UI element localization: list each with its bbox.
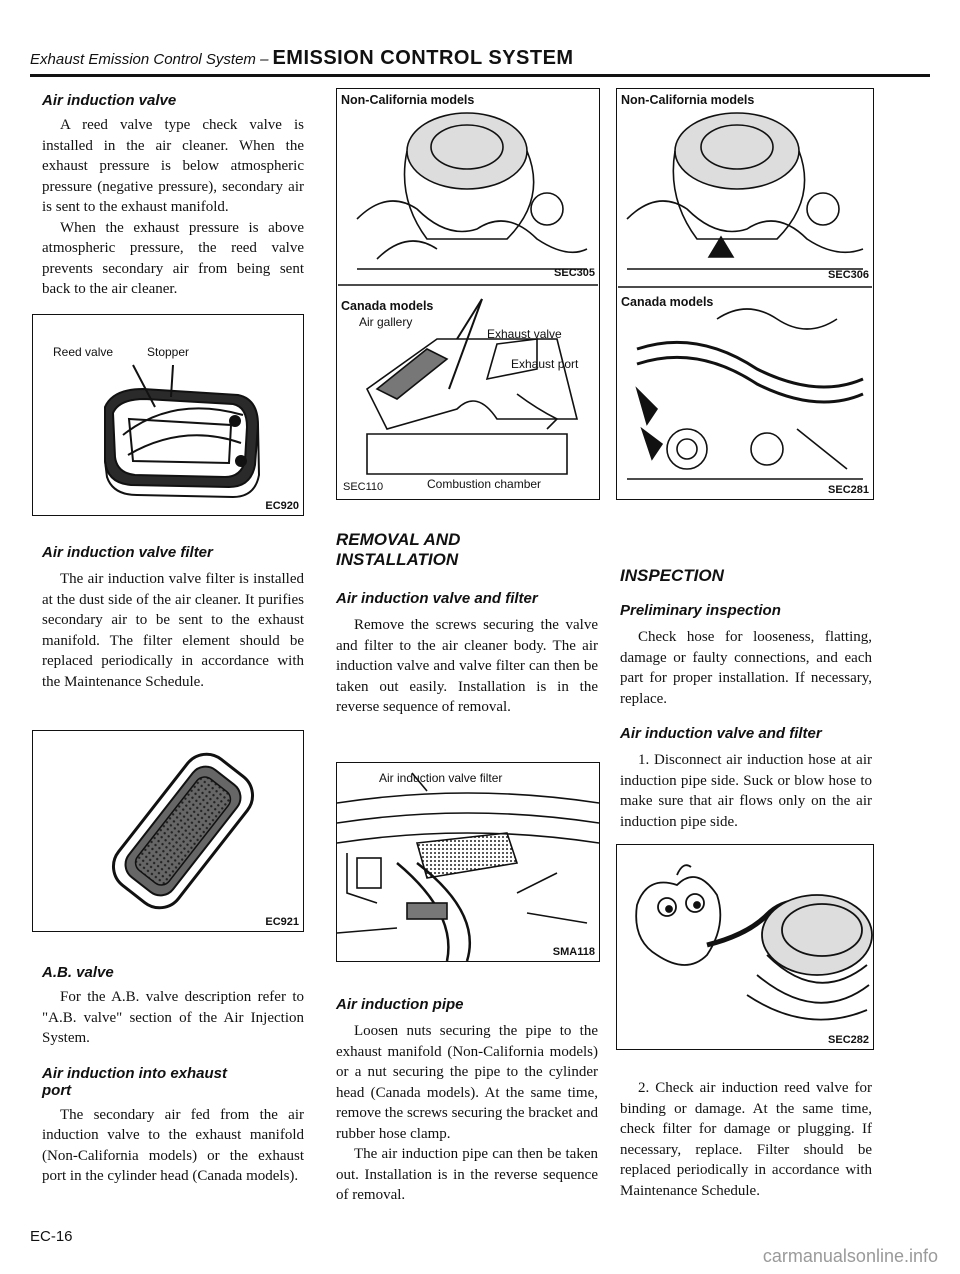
heading-air-induction-valve-and-filter: Air induction valve and filter: [620, 725, 822, 742]
engine-bay-illustration: [617, 89, 873, 499]
paragraph: Loosen nuts securing the pipe to the exhaust manifold (Non-California models) or a nut securing the pipe to the cylinder head (Canada models). At the same time, remove the screws securing the bracket and rubber hose clamp.: [336, 1023, 598, 1142]
figure-reed-valve: [32, 314, 304, 516]
column-3-bottom: [620, 1078, 872, 1201]
column-2-text: [336, 530, 598, 718]
figure-code-bottom: SEC281: [828, 484, 869, 496]
label-non-california-models: Non-California models: [621, 93, 755, 107]
column-3-text: [620, 566, 872, 832]
paragraph: When the exhaust pressure is above atmospheric pressure, the reed valve prevents secondary air from being sent back to the air cleaner.: [42, 219, 304, 297]
heading-air-induction-into-exhaust-port: Air induction into exhaust port: [42, 1064, 228, 1099]
watermark: carmanualsonline.info: [762, 1246, 938, 1266]
paragraph: The secondary air fed from the air induction valve to the exhaust manifold (Non-California models) or the exhaust port in the cylinder head (Canada models).: [42, 1106, 304, 1184]
blow-hose-illustration: [617, 845, 873, 1049]
figure-valve-filter: [32, 730, 304, 932]
paragraph: For the A.B. valve description refer to "A.B. valve" section of the Air Injection System.: [42, 989, 304, 1046]
heading-inspection: INSPECTION: [620, 566, 724, 585]
figure-code: EC920: [265, 500, 299, 512]
figure-code-bottom: SEC110: [343, 481, 384, 493]
label-canada-models: Canada models: [621, 295, 714, 309]
column-1: [42, 92, 304, 300]
label-exhaust-valve: Exhaust valve: [487, 327, 562, 341]
paragraph: The air induction pipe can then be taken out. Installation is in the reverse sequence of removal.: [336, 1146, 598, 1203]
label-reed-valve: Reed valve: [53, 345, 114, 359]
heading-air-induction-valve: Air induction valve: [42, 92, 177, 109]
label-air-gallery: Air gallery: [359, 315, 413, 329]
figure-air-induction-valve-filter: [336, 762, 600, 962]
label-combustion-chamber: Combustion chamber: [427, 477, 542, 491]
figure-inspection-engines: [616, 88, 874, 500]
figure-exhaust-port-canada: [336, 88, 600, 500]
column-2-bottom: [336, 996, 598, 1206]
figure-blow-hose: [616, 844, 874, 1050]
figure-code-top: SEC306: [828, 269, 869, 281]
paragraph: Check hose for looseness, flatting, damage or faulty connections, and each part for proper installation. If necessary, replace.: [620, 629, 872, 707]
label-non-california-models: Non-California models: [341, 93, 475, 107]
heading-air-induction-valve-filter: Air induction valve filter: [42, 544, 213, 561]
label-air-induction-valve-filter: Air induction valve filter: [379, 771, 503, 785]
figure-code-top: SEC305: [554, 267, 595, 279]
page-header: [30, 44, 930, 77]
heading-air-induction-valve-and-filter: Air induction valve and filter: [336, 590, 538, 607]
paragraph: 2. Check air induction reed valve for binding or damage. At the same time, check filter for damage or plugging. If necessary, replace. Filter should be replaced periodically in accordance with Maintenance Schedule.: [620, 1080, 872, 1199]
heading-preliminary-inspection: Preliminary inspection: [620, 602, 781, 619]
heading-ab-valve: A.B. valve: [42, 964, 114, 981]
label-canada-models: Canada models: [341, 299, 434, 313]
heading-air-induction-pipe: Air induction pipe: [336, 996, 464, 1013]
heading-removal-installation: REMOVAL AND INSTALLATION: [336, 530, 461, 569]
figure-code: EC921: [265, 916, 299, 928]
label-stopper: Stopper: [147, 345, 190, 359]
figure-code: SMA118: [552, 946, 595, 958]
engine-illustration: [337, 89, 599, 499]
header-section-title: Exhaust Emission Control System –: [30, 51, 269, 68]
column-1-mid: [42, 544, 304, 692]
paragraph: 1. Disconnect air induction hose at air induction pipe side. Suck or blow hose to make sure that air flows only on the air induction pipe side.: [620, 752, 872, 830]
paragraph: A reed valve type check valve is installed in the air cleaner. When the exhaust pressure is below atmospheric pressure (negative pressure), secondary air is sent to the exhaust manifold.: [42, 117, 304, 215]
column-1-bottom: [42, 964, 304, 1187]
paragraph: Remove the screws securing the valve and filter to the air cleaner body. The air induction valve and valve filter can then be taken out easily. Installation is in the reverse sequence of removal.: [336, 617, 598, 715]
header-chapter-title: EMISSION CONTROL SYSTEM: [272, 47, 574, 69]
figure-code: SEC282: [828, 1034, 869, 1046]
filter-location-illustration: [337, 763, 599, 961]
paragraph: The air induction valve filter is installed at the dust side of the air cleaner. It purifies secondary air to be sent to the exhaust manifold. The filter element should be replaced periodically in accordance with the Maintenance Schedule.: [42, 571, 304, 690]
page-number: EC-16: [30, 1228, 73, 1245]
valve-filter-illustration: [33, 731, 303, 931]
label-exhaust-port: Exhaust port: [511, 357, 579, 371]
